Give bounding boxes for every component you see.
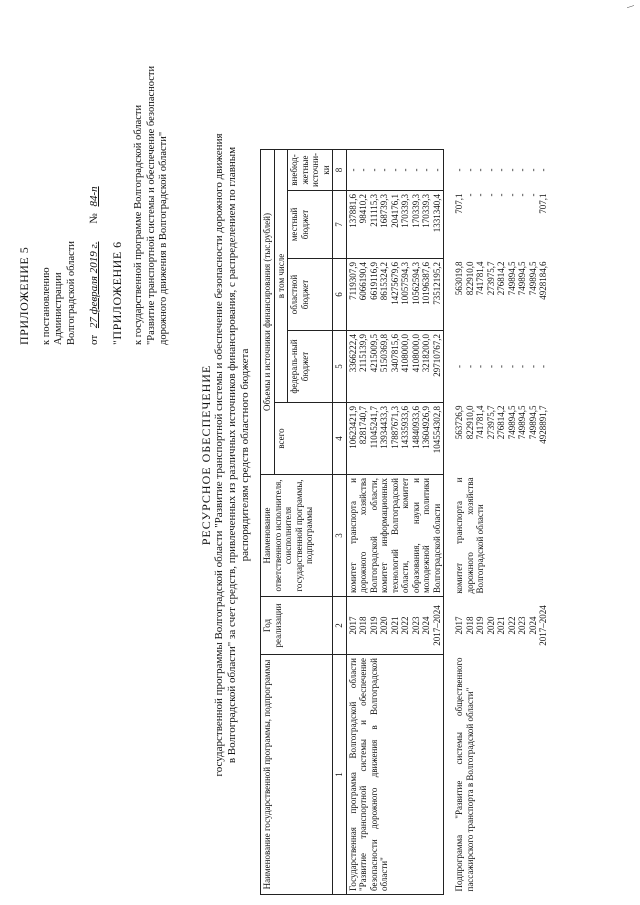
program-name: Государственная программа Волгоградской области "Развитие транспортной системы и обеспечение безопасности дорожного движения в Волгоградской области" xyxy=(346,655,444,895)
decree-date: от 27 февраля 2019 г. № 84-п xyxy=(88,186,100,345)
subprogram-total: 563726,9 822910,0 741781,4 273975,7 276814,2 749894,5 749894,5 749894,5 4928891,7 xyxy=(454,405,548,444)
appendix-5-label: ПРИЛОЖЕНИЕ 5 xyxy=(17,246,31,345)
table-row-subprogram xyxy=(444,149,550,894)
subprogram-executor: комитет транспорта и дорожного хозяйства Волгоградской области xyxy=(454,477,485,594)
col-header-federal: федераль-ный бюджет xyxy=(288,331,333,403)
col-header-regional: областной бюджет xyxy=(288,259,333,331)
program-extra: - - - - - - - - - xyxy=(346,149,444,190)
program-local: 137881,6 98410,2 211115,3 168739,3 204176,1 170339,3 170339,3 170339,3 1331340,4 xyxy=(346,191,444,259)
col-number: 8 xyxy=(333,149,347,190)
header-line: "Развитие транспортной системы и обеспечение безопасности xyxy=(145,65,157,345)
table-row-program xyxy=(346,149,444,894)
col-number: 1 xyxy=(333,655,347,895)
margin-mark: \ xyxy=(626,5,637,8)
col-number: 2 xyxy=(333,597,347,655)
subprogram-federal: - - - - - - - - - xyxy=(454,365,548,368)
resource-table xyxy=(260,149,550,895)
program-years: 2017 2018 2019 2020 2021 2022 2023 2024 2017–2024 xyxy=(346,597,444,655)
program-executor: комитет транспорта и дорожного хозяйства Волгоградской области, комитет информационных технологий Волгоградской области, комитет образования, науки и молодежной политики Волгоградской области xyxy=(346,475,444,597)
title-line: распорядителям средств областного бюджета xyxy=(239,348,251,562)
col-header-local: местный бюджет xyxy=(288,191,333,259)
col-number: 3 xyxy=(333,475,347,597)
header-line: Волгоградской области xyxy=(65,240,77,345)
header-line: к государственной программе Волгоградской области xyxy=(133,104,144,345)
col-number: 6 xyxy=(333,259,347,331)
col-header-year: Год реализации xyxy=(261,597,333,655)
col-header-name: Наименование государственной программы, подпрограммы xyxy=(261,655,333,895)
subprogram-years: 2017 2018 2019 2020 2021 2022 2023 2024 2017–2024 xyxy=(454,605,548,646)
title-line: государственной программы Волгоградской области "Развитие транспортной системы и обеспечение безопасности дорожного движения xyxy=(213,133,225,777)
title-main: РЕСУРСНОЕ ОБЕСПЕЧЕНИЕ xyxy=(199,364,213,546)
header-block xyxy=(18,25,171,345)
header-line: к постановлению xyxy=(40,267,52,345)
col-number: 4 xyxy=(333,403,347,475)
col-header-funding: Объемы и источники финансирования (тыс.рублей) xyxy=(261,149,275,474)
col-header-including: в том числе xyxy=(274,149,288,402)
subprogram-name: Подпрограмма "Развитие системы общественного пассажирского транспорта в Волгоградской области" xyxy=(454,657,475,892)
subprogram-regional: 563019,8 822910,0 741781,4 273975,7 276814,2 749894,5 749894,5 749894,5 4928184,6 xyxy=(454,261,548,300)
appendix-6-label: "ПРИЛОЖЕНИЕ 6 xyxy=(109,241,124,345)
title-line: в Волгоградской области" за счет средств, привлеченных из различных источников финансирования, с распределением по главным xyxy=(226,146,238,764)
header-line: дорожного движения в Волгоградской области" xyxy=(158,131,169,345)
col-header-extra: внебюд-жетные источни-ки xyxy=(288,149,333,190)
subprogram-extra: - - - - - - - - - xyxy=(454,168,548,172)
program-federal: 3366222,4 2115139,9 4215009,5 5150369,8 3407815,6 4108000,0 4108000,0 3218200,0 29710767,2 xyxy=(346,331,444,403)
col-number: 5 xyxy=(333,331,347,403)
col-number: 7 xyxy=(333,191,347,259)
col-header-executor: Наименование ответственного исполнителя, соисполнителя государственной программы, подпрограммы xyxy=(261,475,333,597)
document-title xyxy=(200,25,252,885)
program-regional: 7119307,9 6066190,4 6619116,9 8615324,2 14275679,6 10057594,3 10562594,3 10196387,6 73512195,2 xyxy=(346,259,444,331)
subprogram-local: 707,1 - - - - - - - 707,1 xyxy=(454,193,548,214)
header-line: Администрации xyxy=(53,272,64,345)
program-total: 10623421,9 8281740,7 11045241,7 13934433,3 17887671,3 14335933,6 14840933,6 13604926,9 104554302,8 xyxy=(346,403,444,475)
col-header-total: всего xyxy=(274,403,333,475)
